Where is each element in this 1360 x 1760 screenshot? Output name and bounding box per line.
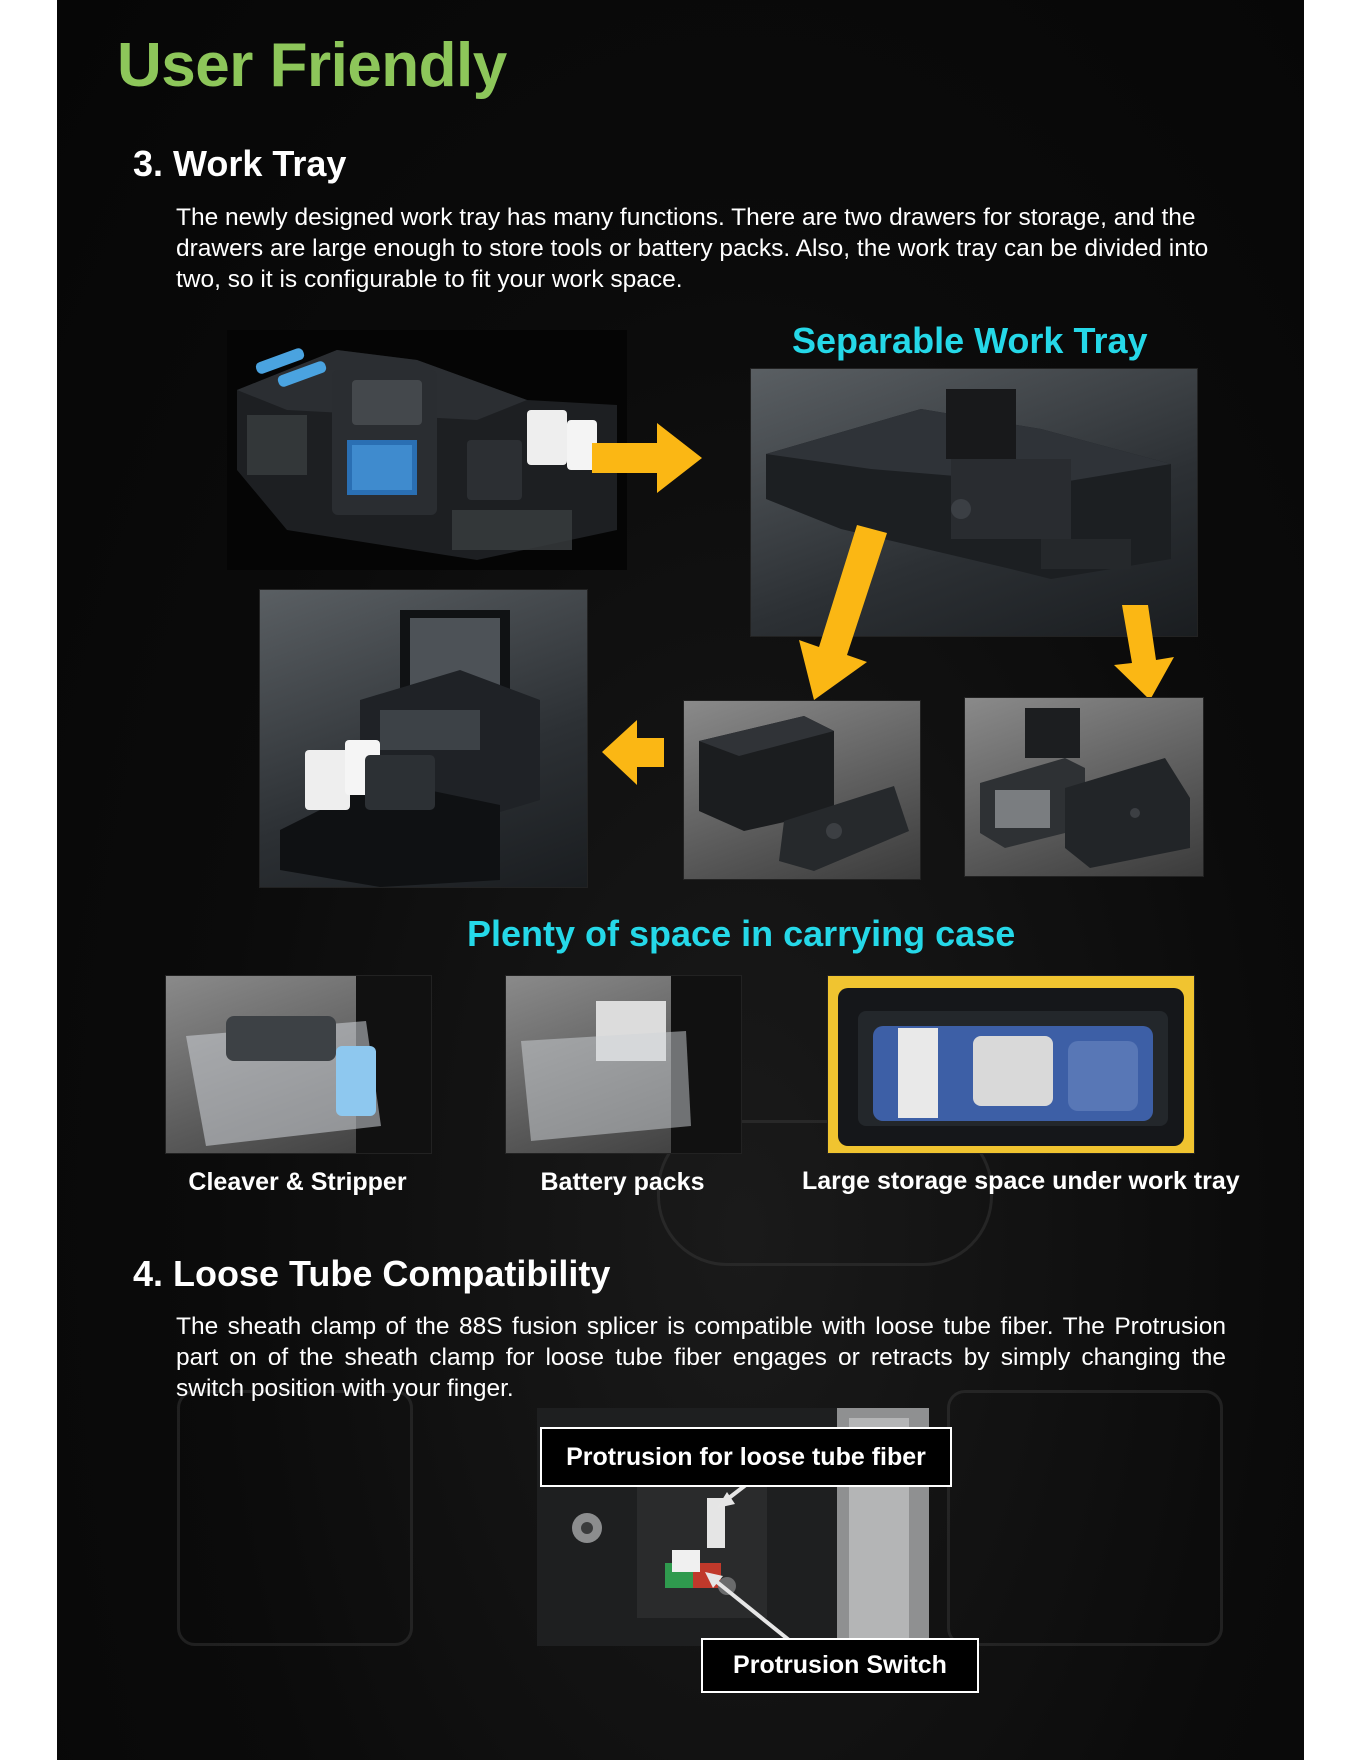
caption-battery-packs: Battery packs — [540, 1168, 705, 1196]
arrow-left-icon — [602, 720, 664, 785]
section-heading-work-tray: 3. Work Tray — [133, 143, 347, 184]
arrow-right-icon — [592, 423, 702, 493]
plenty-of-space-label: Plenty of space in carrying case — [467, 913, 1016, 954]
splicer-on-work-tray-photo — [227, 330, 627, 570]
work-tray-description: The newly designed work tray has many functions. There are two drawers for storage, and the drawers are large enough to store tools or battery packs. Also, the work tray can be divided into two, so it is configurable to fit your work space. — [176, 204, 1209, 293]
page — [57, 0, 1304, 1760]
section-heading-loose-tube: 4. Loose Tube Compatibility — [133, 1253, 611, 1294]
background-shape — [947, 1390, 1223, 1646]
background-shape — [177, 1390, 413, 1646]
caption-cleaver-stripper: Cleaver & Stripper — [188, 1168, 407, 1196]
carrying-case-photo — [827, 975, 1195, 1154]
battery-pack-drawer-photo — [505, 975, 742, 1154]
separable-work-tray-label: Separable Work Tray — [792, 320, 1148, 361]
loose-tube-description: The sheath clamp of the 88S fusion splicer is compatible with loose tube fiber. The Protrusion part on of the sheath clamp for loose tube fiber engages or retracts by simply changing the switch position with your finger. — [176, 1313, 1226, 1402]
page-title: User Friendly — [117, 31, 507, 100]
arrow-down-icon — [1114, 605, 1176, 700]
callout-protrusion-switch: Protrusion Switch — [701, 1638, 979, 1693]
tray-left-half-photo — [683, 700, 921, 880]
configured-splicer-photo — [259, 589, 588, 888]
cleaver-stripper-drawer-photo — [165, 975, 432, 1154]
caption-large-storage: Large storage space under work tray — [802, 1167, 1240, 1195]
tray-right-half-photo — [964, 697, 1204, 877]
arrow-down-left-icon — [799, 525, 894, 700]
callout-protrusion-loose-tube: Protrusion for loose tube fiber — [540, 1427, 952, 1487]
